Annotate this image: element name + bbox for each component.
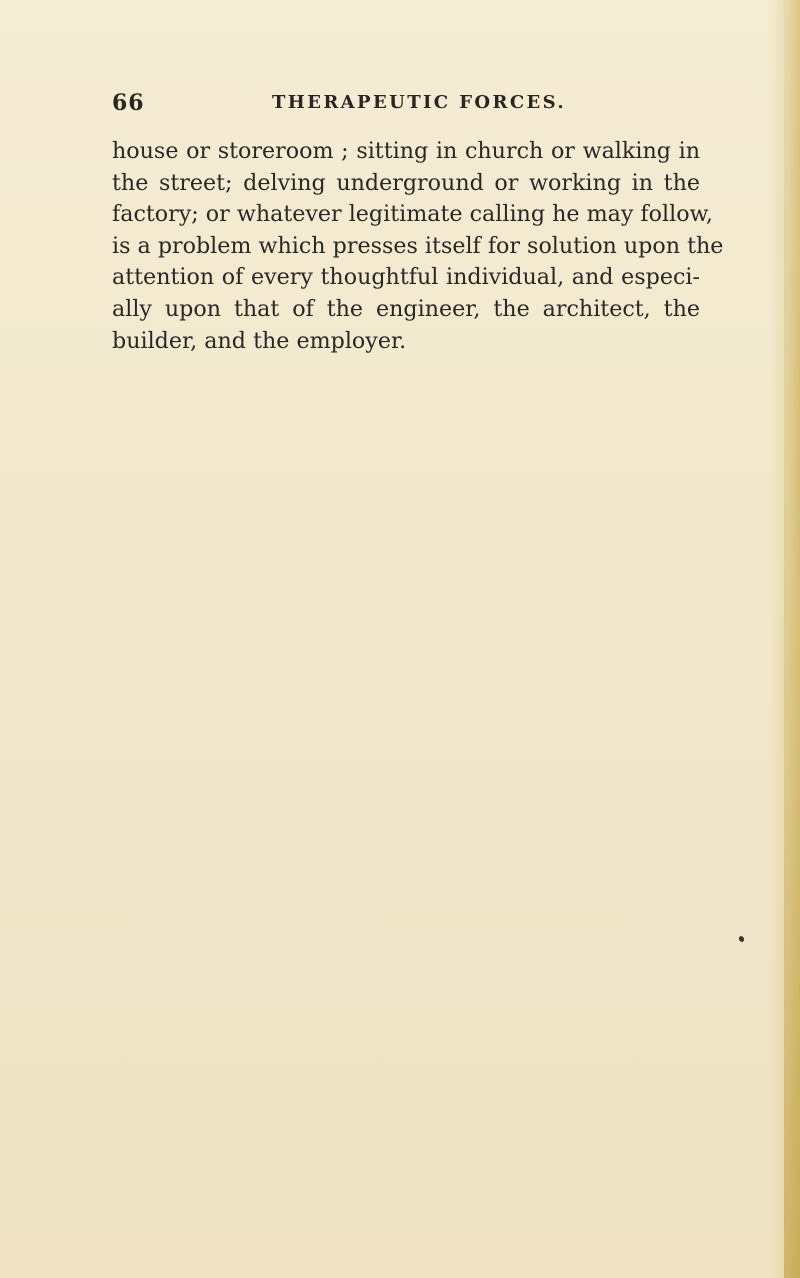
text-line: factory; or whatever legitimate calling he may follow, (112, 201, 713, 228)
text-line: house or storeroom ; sitting in church or walking in (112, 138, 700, 164)
running-title: THERAPEUTIC FORCES. (272, 92, 567, 113)
text-line: builder, and the employer. (112, 327, 407, 354)
page-header (112, 90, 696, 120)
text-line: ally upon that of the engineer, the architect, the (112, 295, 700, 322)
page-number: 66 (112, 90, 145, 116)
text-line: is a problem which presses itself for solution upon the (112, 232, 724, 259)
text-line: the street; delving underground or working in the (112, 169, 700, 196)
page-edge-stain (784, 0, 800, 1278)
text-line: attention of every thoughtful individual, and especi- (112, 264, 700, 291)
body-paragraph (112, 136, 724, 357)
ink-speck (738, 935, 745, 943)
